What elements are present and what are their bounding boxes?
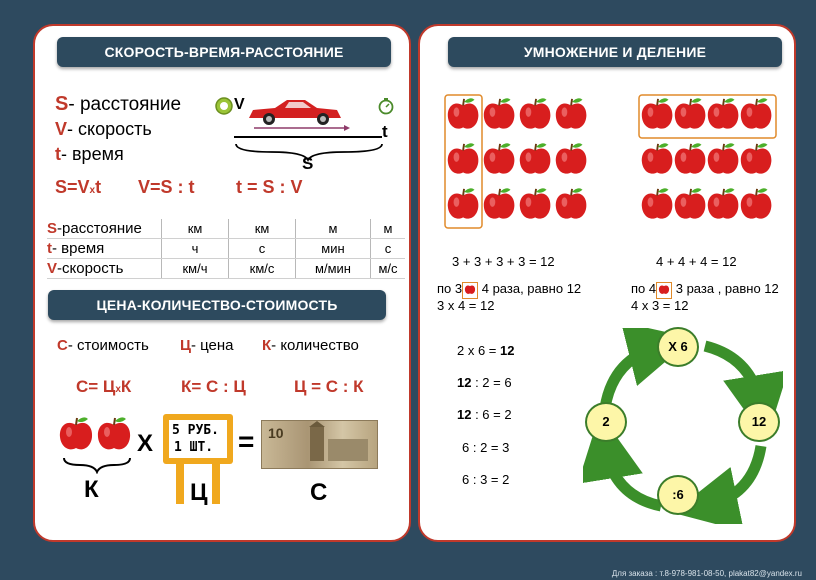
times-dot: х <box>89 185 96 196</box>
row-label <box>47 219 162 239</box>
def-quantity <box>262 337 359 354</box>
row-text: -скорость <box>57 260 124 277</box>
def-letter: S <box>55 93 69 115</box>
table-row <box>47 259 405 279</box>
v-label: V <box>234 96 245 113</box>
table-cell: м/мин <box>296 259 371 279</box>
speed-title: СКОРОСТЬ-ВРЕМЯ-РАССТОЯНИЕ <box>57 37 391 67</box>
apple-icon <box>556 143 587 173</box>
apple-icon <box>642 188 673 218</box>
units-table <box>47 219 405 279</box>
apple-icon <box>520 98 551 128</box>
right-sum: 4 + 4 + 4 = 12 <box>656 254 737 269</box>
formula-part: t <box>95 177 102 197</box>
cycle-right: 12 <box>738 402 780 442</box>
footer-contact: Для заказа : т.8-978-981-08-50, plakat82@yandex.ru <box>611 569 802 578</box>
def-text: - цена <box>190 337 234 354</box>
apple-icon <box>741 188 772 218</box>
price-title: ЦЕНА-КОЛИЧЕСТВО-СТОИМОСТЬ <box>48 290 386 320</box>
table-row <box>47 239 405 259</box>
apple-icon <box>448 143 479 173</box>
apple-icon <box>675 143 706 173</box>
def-time <box>55 144 124 165</box>
equation-3 <box>457 407 512 422</box>
left-sum: 3 + 3 + 3 + 3 = 12 <box>452 254 555 269</box>
row-letter: S <box>47 220 58 237</box>
apple-icon <box>642 98 673 128</box>
formula-quantity: К= С : Ц <box>181 377 246 396</box>
apple-icon <box>741 98 772 128</box>
def-text: - скорость <box>67 119 152 139</box>
def-letter: V <box>55 119 68 139</box>
left-line2 <box>437 281 581 299</box>
stopwatch-icon <box>378 97 394 120</box>
def-letter: К <box>262 337 272 354</box>
table-cell: мин <box>296 239 371 259</box>
def-text: - стоимость <box>67 337 149 354</box>
formula-speed: V=S : t <box>138 177 195 197</box>
def-text: - расстояние <box>68 94 182 115</box>
eq-part: : 2 = 6 <box>471 375 512 390</box>
s-label: S <box>302 154 314 173</box>
equals-sign: = <box>238 426 255 457</box>
speed-icon <box>215 97 233 120</box>
sign-text-2: 1 ШТ. <box>174 440 214 455</box>
formula-time: t = S : V <box>236 177 303 197</box>
formula-price: Ц = С : К <box>294 377 364 396</box>
table-cell: км <box>162 219 229 239</box>
apple-icon <box>96 415 132 453</box>
apple-icon <box>656 282 672 299</box>
apple-icon <box>556 98 587 128</box>
equation-5: 6 : 3 = 2 <box>462 472 510 487</box>
apple-icon <box>520 188 551 218</box>
times-sign: Х <box>137 430 154 457</box>
cycle-bottom: :6 <box>657 475 699 515</box>
table-cell: м <box>296 219 371 239</box>
table-row <box>47 219 405 239</box>
eq-part-bold: 12 <box>500 343 515 358</box>
table-cell: м/с <box>371 259 406 279</box>
t-label: t <box>382 122 388 141</box>
right-line2 <box>631 281 779 299</box>
def-text: - количество <box>271 337 359 354</box>
k-letter: К <box>84 476 99 503</box>
formula-cost <box>76 377 131 397</box>
def-letter: t <box>55 144 61 164</box>
apple-icon <box>556 188 587 218</box>
row-label <box>47 259 162 279</box>
table-cell: км/ч <box>162 259 229 279</box>
sign-text-1: 5 РУБ. <box>172 423 219 438</box>
apple-icon <box>520 143 551 173</box>
formula-part: С= Ц <box>76 377 116 396</box>
table-cell: с <box>229 239 296 259</box>
line-text: 3 раза , равно 12 <box>672 281 779 296</box>
left-line3: 3 х 4 = 12 <box>437 298 495 313</box>
table-cell: с <box>371 239 406 259</box>
row-label <box>47 239 162 259</box>
equation-1 <box>457 343 514 358</box>
table-cell: км/с <box>229 259 296 279</box>
table-cell: ч <box>162 239 229 259</box>
eq-part: : 6 = 2 <box>471 407 512 422</box>
apple-icon <box>675 188 706 218</box>
apple-icon <box>448 98 479 128</box>
line-text: по 4 <box>631 281 657 296</box>
row-text: - время <box>52 240 105 257</box>
apple-icon <box>484 188 515 218</box>
formula-part: S=V <box>55 177 90 197</box>
cycle-top: Х 6 <box>657 327 699 367</box>
eq-part: 2 х 6 = <box>457 343 500 358</box>
apple-icon <box>448 188 479 218</box>
cycle-left: 2 <box>585 402 627 442</box>
apple-grid-right <box>638 94 788 235</box>
s-letter: С <box>310 479 328 506</box>
banknote-image <box>261 420 378 469</box>
def-letter: С <box>57 337 68 354</box>
def-distance <box>55 93 181 116</box>
row-letter: t <box>47 240 52 257</box>
apple-icon <box>642 143 673 173</box>
row-text: -расстояние <box>57 220 142 237</box>
apple-icon <box>708 143 739 173</box>
banknote-value: 10 <box>268 425 284 441</box>
times-dot: х <box>115 384 121 395</box>
def-price <box>180 337 234 354</box>
table-cell: км <box>229 219 296 239</box>
line-text: 4 раза, равно 12 <box>478 281 582 296</box>
def-text: - время <box>61 144 124 164</box>
eq-part-bold: 12 <box>457 407 472 422</box>
math-title: УМНОЖЕНИЕ И ДЕЛЕНИЕ <box>448 37 782 67</box>
apple-icon <box>484 98 515 128</box>
formula-part: К <box>120 377 132 396</box>
def-speed <box>55 119 152 140</box>
row-letter: V <box>47 260 58 277</box>
equation-2 <box>457 375 512 390</box>
apple-icon <box>708 98 739 128</box>
def-letter: Ц <box>180 337 191 354</box>
apple-icon <box>708 188 739 218</box>
formula-distance <box>55 177 101 198</box>
def-cost <box>57 337 149 354</box>
apple-icon <box>484 143 515 173</box>
apple-icon <box>58 415 94 453</box>
line-text: по 3 <box>437 281 463 296</box>
eq-part-bold: 12 <box>457 375 472 390</box>
ts-letter: Ц <box>190 479 208 506</box>
table-cell: м <box>371 219 406 239</box>
apple-icon <box>675 98 706 128</box>
apple-icon <box>462 282 478 299</box>
apple-grid-left <box>444 94 594 235</box>
equation-4: 6 : 2 = 3 <box>462 440 510 455</box>
apple-icon <box>741 143 772 173</box>
right-line3: 4 х 3 = 12 <box>631 298 689 313</box>
